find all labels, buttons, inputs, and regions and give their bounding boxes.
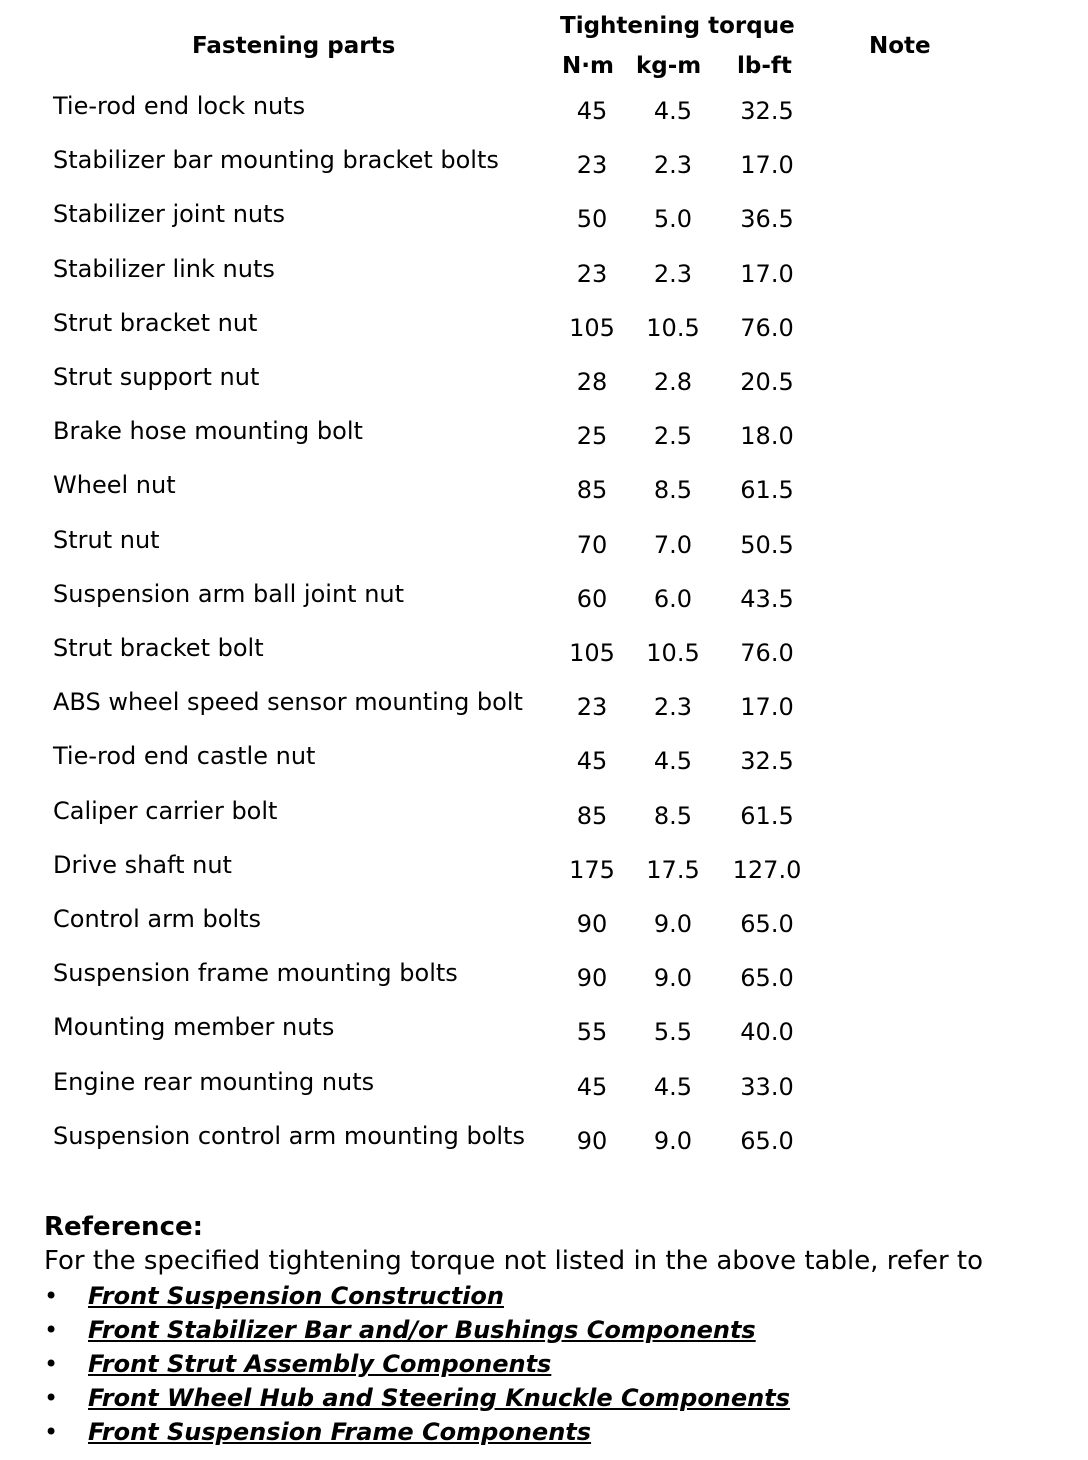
part-name: Brake hose mounting bolt [53, 417, 363, 446]
torque-lbft: 17.0 [740, 259, 794, 288]
torque-kgm: 2.3 [653, 259, 693, 288]
torque-nm: 85 [576, 476, 608, 505]
torque-nm: 90 [576, 1126, 608, 1155]
part-name: Mounting member nuts [53, 1013, 335, 1042]
torque-nm: 55 [576, 1018, 608, 1047]
torque-kgm: 10.5 [646, 639, 700, 667]
torque-nm: 45 [576, 747, 608, 776]
torque-kgm: 5.5 [653, 1018, 693, 1047]
torque-lbft: 32.5 [740, 97, 794, 125]
torque-kgm: 8.5 [653, 476, 693, 505]
torque-lbft: 127.0 [732, 855, 802, 884]
header-fastening-parts: Fastening parts [192, 33, 396, 59]
torque-nm: 105 [569, 639, 615, 667]
part-name: Stabilizer link nuts [53, 254, 275, 283]
torque-kgm: 2.3 [653, 151, 693, 180]
reference-link[interactable]: Front Suspension Frame Components [88, 1418, 592, 1446]
torque-kgm: 4.5 [653, 1072, 693, 1101]
table-row [0, 1068, 1088, 1122]
part-name: Strut bracket bolt [53, 634, 264, 662]
torque-kgm: 2.3 [653, 693, 693, 722]
part-name: Stabilizer joint nuts [53, 200, 286, 229]
torque-nm: 23 [576, 151, 608, 180]
torque-kgm: 2.5 [653, 422, 693, 451]
table-row [0, 580, 1088, 634]
torque-lbft: 65.0 [740, 964, 794, 993]
table-row [0, 417, 1088, 471]
part-name: Suspension arm ball joint nut [53, 579, 405, 608]
table-row [0, 200, 1088, 254]
table-row [0, 797, 1088, 851]
torque-lbft: 61.5 [740, 801, 794, 830]
part-name: Caliper carrier bolt [53, 796, 278, 825]
torque-kgm: 17.5 [646, 855, 700, 884]
reference-link[interactable]: Front Stabilizer Bar and/or Bushings Components [88, 1316, 756, 1344]
table-row [0, 742, 1088, 796]
torque-kgm: 6.0 [653, 584, 693, 613]
torque-nm: 45 [576, 1072, 608, 1101]
torque-lbft: 61.5 [740, 476, 794, 505]
table-row [0, 905, 1088, 959]
bullet-icon: • [44, 1384, 59, 1412]
bullet-icon: • [44, 1282, 59, 1310]
torque-kgm: 10.5 [646, 313, 700, 342]
bullet-icon: • [44, 1418, 59, 1446]
torque-kgm: 4.5 [653, 747, 693, 776]
header-tightening-torque: Tightening torque [560, 13, 795, 39]
torque-nm: 50 [576, 205, 608, 234]
torque-lbft: 17.0 [740, 693, 794, 722]
torque-lbft: 20.5 [740, 368, 794, 396]
table-row [0, 851, 1088, 905]
bullet-icon: • [44, 1350, 59, 1378]
torque-nm: 60 [576, 584, 608, 613]
part-name: Suspension control arm mounting bolts [53, 1121, 525, 1150]
table-row [0, 1013, 1088, 1067]
torque-kgm: 8.5 [653, 801, 693, 830]
torque-nm: 25 [576, 422, 608, 451]
torque-kgm: 5.0 [653, 205, 693, 234]
torque-kgm: 7.0 [653, 530, 693, 559]
torque-kgm: 9.0 [653, 910, 693, 938]
torque-nm: 105 [569, 313, 615, 342]
table-row [0, 526, 1088, 580]
reference-title: Reference: [44, 1212, 204, 1242]
table-row [0, 309, 1088, 363]
header-note: Note [869, 33, 931, 59]
reference-text: For the specified tightening torque not listed in the above table, refer to [44, 1246, 984, 1276]
table-row [0, 255, 1088, 309]
torque-nm: 23 [576, 693, 608, 722]
header-unit-kgm: kg-m [636, 53, 702, 79]
torque-lbft: 40.0 [740, 1018, 794, 1047]
table-row [0, 363, 1088, 417]
header-unit-nm: N·m [562, 53, 614, 79]
torque-lbft: 18.0 [740, 422, 794, 451]
torque-nm: 90 [576, 964, 608, 993]
torque-lbft: 65.0 [740, 1126, 794, 1155]
reference-link[interactable]: Front Wheel Hub and Steering Knuckle Components [88, 1384, 791, 1412]
part-name: Stabilizer bar mounting bracket bolts [53, 146, 499, 175]
bullet-icon: • [44, 1316, 59, 1344]
torque-lbft: 50.5 [740, 530, 794, 559]
table-row [0, 471, 1088, 525]
table-row [0, 92, 1088, 146]
part-name: Tie-rod end castle nut [53, 742, 316, 771]
part-name: Strut bracket nut [53, 308, 258, 337]
part-name: Control arm bolts [53, 905, 262, 933]
part-name: Suspension frame mounting bolts [53, 959, 458, 988]
part-name: Engine rear mounting nuts [53, 1067, 375, 1096]
torque-nm: 85 [576, 801, 608, 830]
torque-lbft: 76.0 [740, 313, 794, 342]
part-name: Tie-rod end lock nuts [53, 92, 306, 120]
table-row [0, 1122, 1088, 1176]
reference-link[interactable]: Front Suspension Construction [88, 1282, 505, 1310]
torque-lbft: 65.0 [740, 910, 794, 938]
reference-link[interactable]: Front Strut Assembly Components [88, 1350, 552, 1378]
torque-nm: 70 [576, 530, 608, 559]
torque-lbft: 32.5 [740, 747, 794, 776]
torque-lbft: 36.5 [740, 205, 794, 234]
table-row [0, 688, 1088, 742]
part-name: ABS wheel speed sensor mounting bolt [53, 688, 523, 717]
torque-lbft: 33.0 [740, 1072, 794, 1101]
part-name: Drive shaft nut [53, 850, 232, 879]
torque-lbft: 43.5 [740, 584, 794, 613]
table-row [0, 959, 1088, 1013]
part-name: Strut support nut [53, 363, 260, 391]
part-name: Strut nut [53, 525, 160, 554]
header-unit-lbft: lb-ft [737, 53, 792, 79]
torque-kgm: 9.0 [653, 1126, 693, 1155]
torque-lbft: 17.0 [740, 151, 794, 180]
torque-nm: 90 [576, 910, 608, 938]
torque-kgm: 9.0 [653, 964, 693, 993]
torque-nm: 175 [569, 855, 615, 884]
part-name: Wheel nut [53, 471, 176, 500]
torque-kgm: 2.8 [653, 368, 693, 396]
torque-kgm: 4.5 [653, 97, 693, 125]
table-row [0, 634, 1088, 688]
torque-nm: 23 [576, 259, 608, 288]
table-row [0, 146, 1088, 200]
torque-nm: 45 [576, 97, 608, 125]
torque-lbft: 76.0 [740, 639, 794, 667]
torque-nm: 28 [576, 368, 608, 396]
